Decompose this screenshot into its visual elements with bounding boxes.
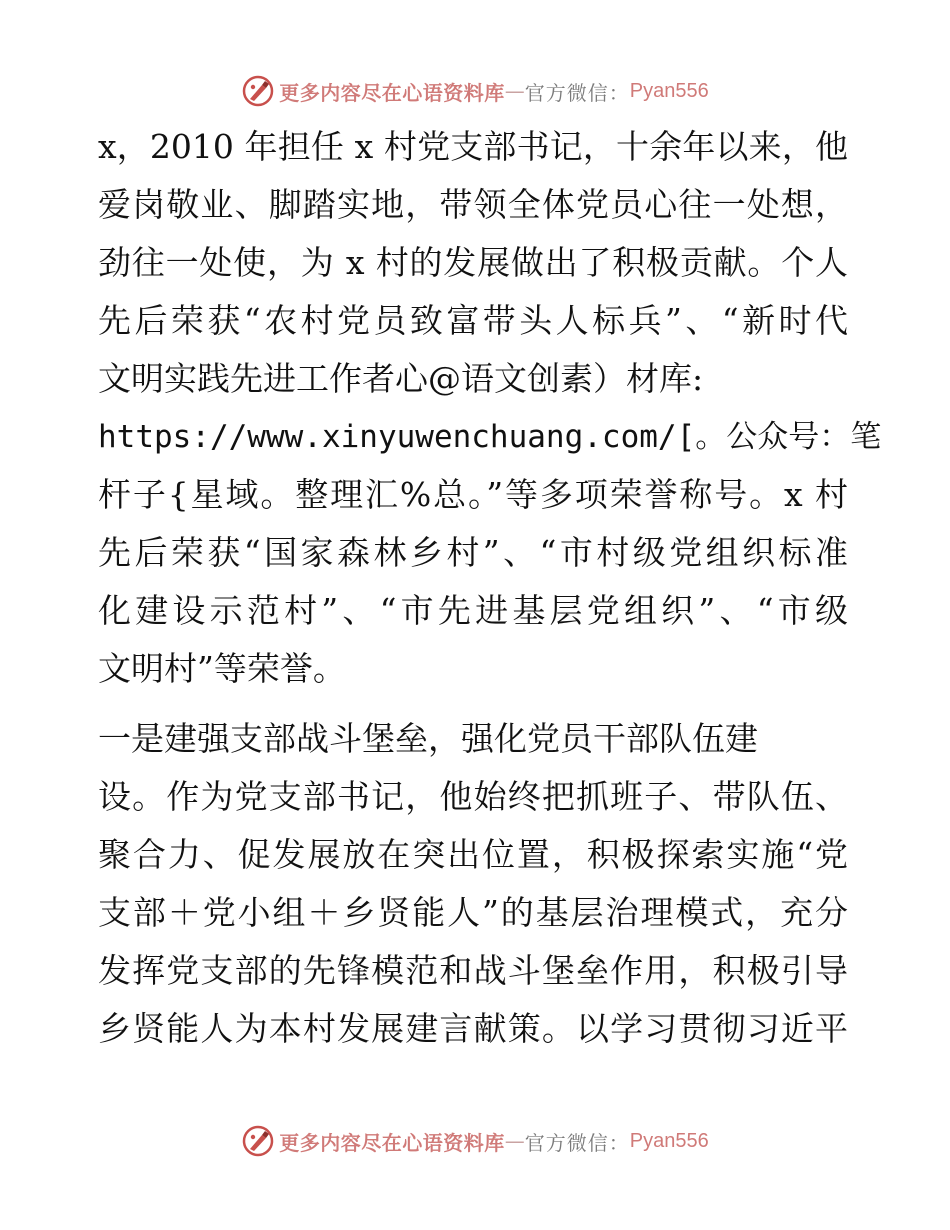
document-body bbox=[98, 118, 882, 1058]
text-line: 先后荣获“国家森林乡村”、“市村级党组织标准 bbox=[98, 533, 848, 572]
text-line: 杆子{星域。整理汇%总。”等多项荣誉称号。x 村 bbox=[98, 475, 848, 514]
footer-watermark bbox=[0, 1121, 950, 1161]
pen-logo-icon bbox=[241, 74, 275, 108]
text-line: x，2010 年担任 x 村党支部书记，十余年以来，他 bbox=[98, 127, 848, 166]
watermark-main-text: 更多内容尽在心语资料库 bbox=[279, 1130, 505, 1155]
text-line: 劲往一处使，为 x 村的发展做出了积极贡献。个人 bbox=[98, 243, 848, 282]
text-line: 乡贤能人为本村发展建言献策。以学习贯彻习近平 bbox=[98, 1009, 848, 1048]
text-line: 先后荣获“农村党员致富带头人标兵”、“新时代 bbox=[98, 301, 848, 340]
watermark-wechat-id: Pyan556 bbox=[629, 1129, 709, 1152]
text-line: 设。作为党支部书记，他始终把抓班子、带队伍、 bbox=[98, 777, 848, 816]
text-line: 一是建强支部战斗堡垒，强化党员干部队伍建 bbox=[98, 719, 758, 758]
pen-logo-icon bbox=[241, 1124, 275, 1158]
text-line-url: https://www.xinyuwenchuang.com/[。公众号：笔 bbox=[98, 419, 882, 455]
watermark-wechat-id: Pyan556 bbox=[629, 79, 709, 102]
paragraph-gap bbox=[98, 698, 848, 710]
watermark-main-text: 更多内容尽在心语资料库 bbox=[279, 80, 505, 105]
watermark-dash: — bbox=[504, 1129, 525, 1153]
paragraph-1 bbox=[98, 118, 882, 698]
text-line: 文明实践先进工作者心@语文创素）材库: bbox=[98, 359, 704, 398]
text-line: 聚合力、促发展放在突出位置，积极探索实施“党 bbox=[98, 835, 848, 874]
header-watermark bbox=[0, 71, 950, 111]
text-line: 化建设示范村”、“市先进基层党组织”、“市级 bbox=[98, 591, 848, 630]
watermark-official-label: 官方微信： bbox=[524, 80, 630, 105]
text-line: 爱岗敬业、脚踏实地，带领全体党员心往一处想， bbox=[98, 185, 848, 224]
text-line: 支部＋党小组＋乡贤能人”的基层治理模式，充分 bbox=[98, 893, 848, 932]
text-line: 文明村”等荣誉。 bbox=[98, 649, 346, 688]
watermark-official-label: 官方微信： bbox=[524, 1130, 630, 1155]
paragraph-2 bbox=[98, 710, 848, 1058]
text-line: 发挥党支部的先锋模范和战斗堡垒作用，积极引导 bbox=[98, 951, 848, 990]
watermark-dash: — bbox=[504, 79, 525, 103]
